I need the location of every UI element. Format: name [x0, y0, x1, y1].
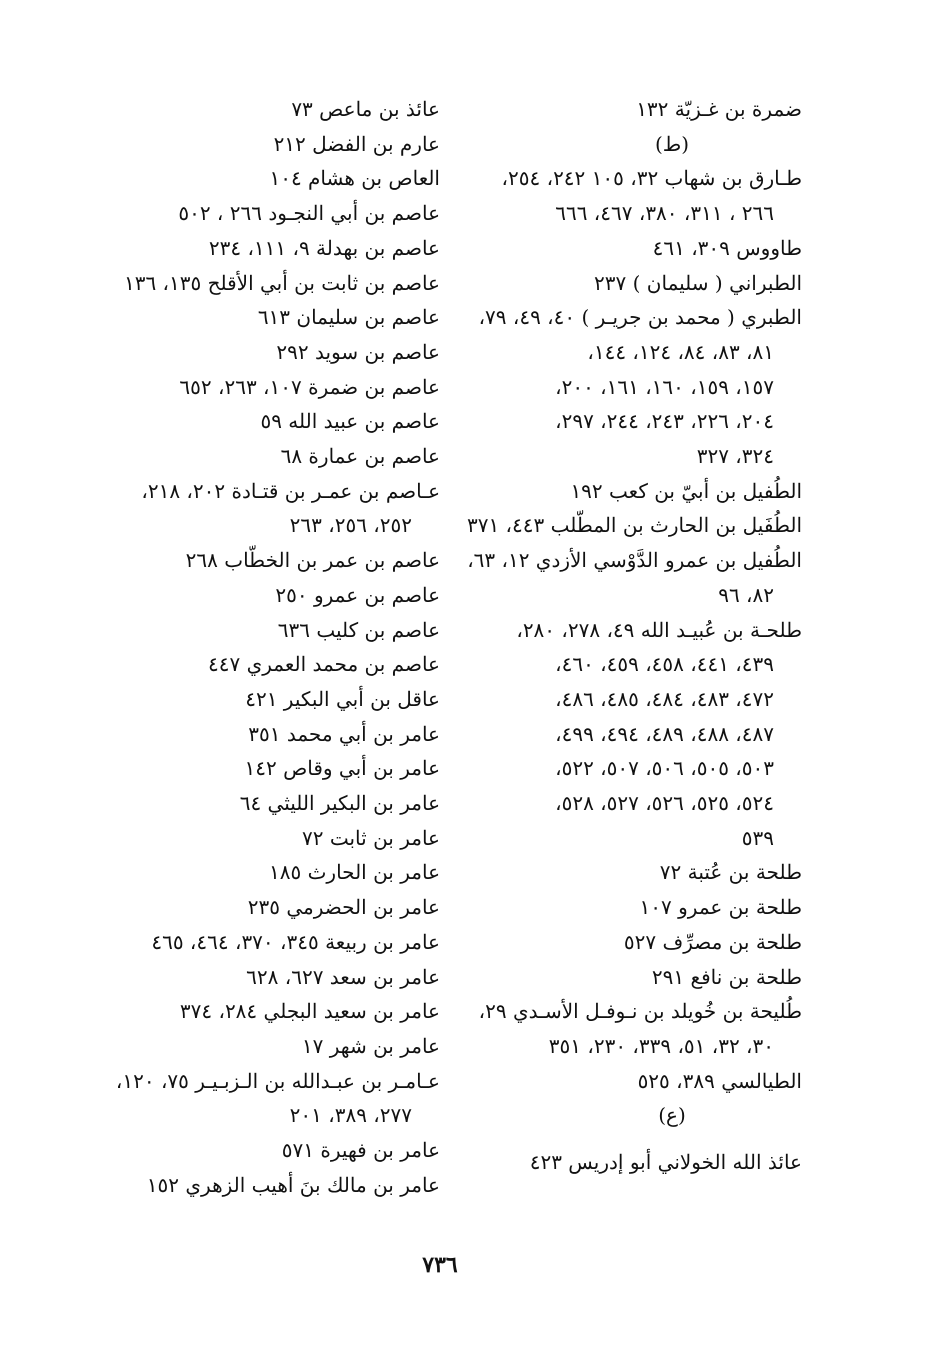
index-entry: عـاصم بن عمـر بن قتـادة ٢٠٢، ٢١٨،	[141, 478, 440, 503]
index-entry: عاقل بن أبي البكير ٤٢١	[245, 686, 440, 711]
index-entry: عامر بن مالك بنَ أهيب الزهري ١٥٢	[146, 1172, 440, 1197]
index-entry-continuation: ٥٠٣، ٥٠٥، ٥٠٦، ٥٠٧، ٥٢٢،	[555, 756, 774, 781]
index-entry-continuation: ٤٨٧، ٤٨٨، ٤٨٩، ٤٩٤، ٤٩٩،	[555, 721, 774, 746]
left-column	[100, 92, 440, 1203]
index-entry: عائذ الله الخولاني أبو إدريس ٤٢٣	[529, 1150, 802, 1175]
section-heading-ayn: (ع)	[658, 1103, 686, 1128]
index-entry: عامر بن الحضرمي ٢٣٥	[247, 895, 440, 920]
index-entry: عاصم بن كليب ٦٣٦	[277, 617, 440, 642]
index-entry: طلحة بن عمرو ١٠٧	[639, 895, 802, 920]
index-entry: عاصم بن أبي النجـود ٢٦٦ ، ٥٠٢	[178, 201, 440, 226]
index-entry: الطبري ( محمد بن جريـر ) ٤٠، ٤٩، ٧٩،	[478, 305, 802, 330]
right-column	[462, 92, 802, 1180]
index-entry: الطُفيل بن أبيّ بن كعب ١٩٢	[570, 478, 802, 503]
index-entry: عارم بن الفضل ٢١٢	[273, 131, 440, 156]
index-entry: عاصم بن عمر بن الخطّاب ٢٦٨	[185, 548, 440, 573]
index-entry: طلحة بن عُتبة ٧٢	[659, 860, 802, 885]
index-entry: طُليحة بن خُويلد بن نـوفـل الأسـدي ٢٩،	[478, 999, 802, 1024]
section-heading-ta: (ط)	[654, 131, 690, 156]
index-entry: عامر بن ربيعة ٣٤٥، ٣٧٠، ٤٦٤، ٤٦٥	[151, 929, 440, 954]
index-entry: طلحة بن نافع ٢٩١	[651, 964, 802, 989]
page-number: ٧٣٦	[422, 1252, 458, 1278]
index-entry: عامر بن سعيد البجلي ٢٨٤، ٣٧٤	[179, 999, 440, 1024]
index-entry-continuation: ٣٠، ٣٢، ٥١، ٣٣٩، ٢٣٠، ٣٥١	[548, 1033, 774, 1058]
index-entry-continuation: ١٥٧، ١٥٩، ١٦٠، ١٦١، ٢٠٠،	[555, 374, 774, 399]
index-entry: طلحـة بن عُبيـد الله ٤٩، ٢٧٨، ٢٨٠،	[516, 617, 802, 642]
index-entry: عاصم بن سويد ٢٩٢	[276, 339, 440, 364]
index-entry-continuation: ٢٠٤، ٢٢٦، ٢٤٣، ٢٤٤، ٢٩٧،	[555, 409, 774, 434]
index-entry-continuation: ٥٣٩	[741, 825, 774, 850]
index-entry-continuation: ٨٢، ٩٦	[718, 582, 774, 607]
index-entry: عامر بن الحارث ١٨٥	[268, 860, 440, 885]
index-entry: عامر بن شهر ١٧	[301, 1033, 440, 1058]
index-entry: طلحة بن مصرِّف ٥٢٧	[623, 929, 802, 954]
index-entry-continuation: ٥٢٤، ٥٢٥، ٥٢٦، ٥٢٧، ٥٢٨،	[555, 791, 774, 816]
index-entry: عاصم بن سليمان ٦١٣	[257, 305, 440, 330]
index-entry: عامر بن فهيرة ٥٧١	[281, 1138, 440, 1163]
index-entry-continuation: ٤٧٢، ٤٨٣، ٤٨٤، ٤٨٥، ٤٨٦،	[555, 686, 774, 711]
index-entry: ضمرة بن غـزيّة ١٣٢	[636, 97, 802, 121]
index-entry-continuation: ٢٥٢، ٢٥٦، ٢٦٣	[289, 513, 412, 538]
index-entry: عاصم بن عمارة ٦٨	[280, 444, 440, 469]
index-entry: عاصم بن ضمرة ١٠٧، ٢٦٣، ٦٥٢	[179, 374, 440, 399]
index-entry: الطُفيل بن عمرو الدَّوْسي الأزدي ١٢، ٦٣،	[467, 548, 802, 573]
index-entry: عامر بن أبي وقاص ١٤٢	[244, 756, 440, 781]
index-entry: عائذ بن ماعص ٧٣	[291, 97, 440, 121]
index-entry-continuation: ٣٢٤، ٣٢٧	[696, 444, 774, 469]
index-entry: عـامـر بن عبـدالله بن الـزبـيـر ٧٥، ١٢٠،	[115, 1068, 440, 1093]
index-entry: طاووس ٣٠٩، ٤٦١	[652, 235, 802, 260]
index-entry: عامر بن أبي محمد ٣٥١	[248, 721, 440, 746]
index-entry: عامر بن ثابت ٧٢	[302, 825, 440, 850]
index-entry-continuation: ٢٧٧، ٣٨٩، ٢٠١	[289, 1103, 412, 1128]
index-entry: عاصم بن محمد العمري ٤٤٧	[207, 652, 440, 677]
index-entry: عاصم بن عمرو ٢٥٠	[275, 582, 440, 607]
index-entry: عامر بن سعد ٦٢٧، ٦٢٨	[246, 964, 440, 989]
index-entry: الطبراني ( سليمان ) ٢٣٧	[594, 270, 802, 295]
index-entry: الطيالسي ٣٨٩، ٥٢٥	[637, 1068, 802, 1093]
index-entry-continuation: ٨١، ٨٣، ٨٤، ١٢٤، ١٤٤،	[587, 339, 774, 364]
index-entry: طـارق بن شهاب ٣٢، ١٠٥ ٢٤٢، ٢٥٤،	[501, 166, 802, 191]
index-entry: عاصم بن بهدلة ٩، ١١١، ٢٣٤	[208, 235, 440, 260]
index-entry: عاصم بن عبيد الله ٥٩	[260, 409, 440, 434]
index-entry-continuation: ٤٣٩، ٤٤١، ٤٥٨، ٤٥٩، ٤٦٠،	[555, 652, 774, 677]
index-entry: عاصم بن ثابت بن أبي الأقلح ١٣٥، ١٣٦	[123, 270, 440, 295]
index-entry-continuation: ٢٦٦ ، ٣١١، ٣٨٠، ٤٦٧، ٦٦٦	[555, 201, 774, 226]
index-entry: العاص بن هشام ١٠٤	[269, 166, 440, 191]
index-entry: الطُفَيل بن الحارث بن المطّلب ٤٤٣، ٣٧١	[466, 513, 802, 538]
index-entry: عامر بن البكير الليثي ٦٤	[239, 791, 440, 816]
